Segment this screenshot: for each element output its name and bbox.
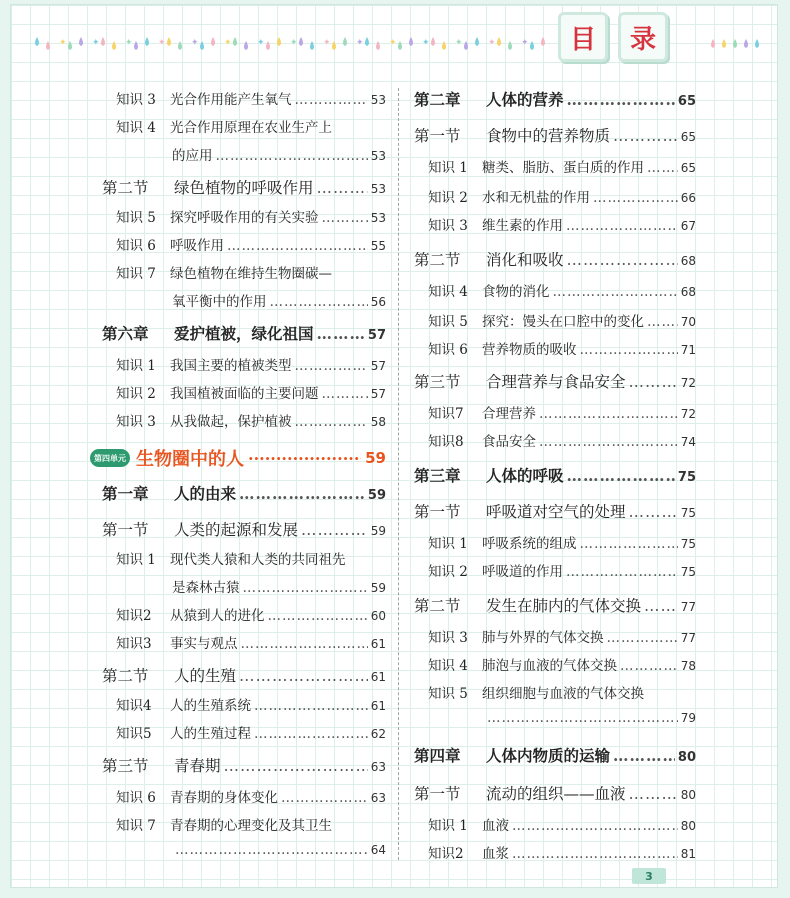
toc-entry[interactable] [414, 782, 696, 804]
toc-entry-page: 79 [680, 711, 696, 725]
toc-entry-title: 人体的营养 [486, 90, 564, 109]
raindrop-icon [431, 37, 435, 46]
toc-entry-title: 肺泡与血液的气体交换 [482, 658, 617, 674]
toc-entry[interactable] [102, 482, 386, 504]
sparkle-icon: ✦ [191, 38, 199, 48]
toc-entry-page: 53 [370, 211, 386, 225]
toc-entry-label: 知识 6 [428, 342, 468, 358]
toc-entry-page: 77 [680, 600, 696, 614]
toc-entry[interactable] [414, 464, 696, 486]
sparkle-icon: ✦ [290, 38, 298, 48]
toc-entry-title: 光合作用能产生氧气 [170, 92, 292, 108]
toc-entry[interactable] [172, 842, 386, 858]
toc-entry-title: 合理营养 [482, 406, 536, 422]
raindrop-icon [744, 39, 748, 48]
toc-entry-page: 65 [680, 161, 696, 175]
toc-entry-page: 57 [367, 328, 386, 343]
toc-entry[interactable] [102, 664, 386, 686]
toc-entry[interactable] [428, 280, 696, 300]
toc-entry-page: 58 [370, 415, 386, 429]
toc-entry-page: 63 [370, 760, 386, 774]
toc-entry-label: 第一章 [102, 484, 149, 503]
toc-entry-label: 知识 2 [116, 386, 156, 402]
toc-entry[interactable] [116, 410, 386, 430]
toc-entry[interactable] [428, 402, 696, 422]
toc-entry[interactable] [428, 654, 696, 674]
leader-dots [175, 842, 368, 858]
leader-dots [580, 342, 678, 358]
raindrop-icon [244, 41, 248, 50]
toc-entry-title: 人类的起源和发展 [174, 521, 299, 539]
toc-entry-label: 知识 1 [116, 552, 156, 568]
toc-entry-page: 77 [680, 631, 696, 645]
toc-entry-page: 57 [370, 387, 386, 401]
toc-entry-page: 60 [370, 609, 386, 623]
sparkle-icon: ✦ [323, 38, 331, 48]
leader-dots [268, 608, 368, 624]
leader-dots [224, 757, 368, 775]
toc-entry-label: 知识 1 [428, 536, 468, 552]
toc-entry-title: 水和无机盐的作用 [482, 190, 590, 206]
toc-entry-page: 65 [677, 94, 696, 109]
sparkle-icon: ✦ [92, 38, 100, 48]
toc-entry[interactable] [116, 354, 386, 374]
toc-entry-title: 爱护植被，绿化祖国 [174, 324, 314, 343]
toc-entry[interactable] [116, 116, 386, 136]
raindrop-icon [530, 41, 534, 50]
toc-entry-title: 我国主要的植被类型 [170, 358, 292, 374]
toc-entry-page: 53 [370, 93, 386, 107]
toc-entry-label: 知识 4 [428, 658, 468, 674]
raindrop-icon [409, 37, 413, 46]
toc-entry-title: 呼吸系统的组成 [482, 536, 577, 552]
toc-entry[interactable] [102, 754, 386, 776]
toc-entry[interactable] [116, 722, 386, 742]
leader-dots [647, 314, 678, 330]
toc-entry-title: 人体的呼吸 [486, 466, 564, 485]
toc-entry[interactable] [414, 88, 696, 110]
toc-entry-label: 知识2 [116, 608, 152, 624]
toc-entry[interactable] [428, 310, 696, 330]
toc-entry[interactable] [414, 500, 696, 522]
leader-dots [239, 484, 365, 503]
toc-entry-title: 合理营养与食品安全 [486, 373, 626, 391]
raindrop-icon [711, 39, 715, 48]
toc-entry[interactable] [428, 338, 696, 358]
toc-entry-label: 知识 1 [428, 818, 468, 834]
leader-dots [295, 414, 368, 430]
raindrop-icon [376, 41, 380, 50]
toc-entry[interactable] [428, 842, 696, 862]
leader-dots [254, 698, 368, 714]
toc-entry-title: 从我做起，保护植被 [170, 414, 292, 430]
toc-entry[interactable] [116, 786, 386, 806]
leader-dots [254, 726, 368, 742]
toc-entry-title: 人的由来 [174, 484, 237, 503]
toc-entry-page: 74 [680, 435, 696, 449]
toc-entry-page: 61 [370, 637, 386, 651]
toc-entry[interactable] [102, 176, 386, 198]
leader-dots [227, 238, 368, 254]
toc-entry[interactable] [102, 322, 386, 344]
toc-entry-label: 知识2 [428, 846, 464, 862]
raindrop-icon [101, 37, 105, 46]
toc-entry-title: 食品安全 [482, 434, 536, 450]
toc-entry-page: 68 [680, 285, 696, 299]
toc-entry[interactable] [428, 814, 696, 834]
leader-dots [629, 373, 678, 391]
toc-entry[interactable] [414, 370, 696, 392]
raindrop-icon [79, 37, 83, 46]
toc-entry-title: 组织细胞与血液的气体交换 [482, 686, 644, 702]
toc-entry-label: 第一节 [414, 503, 461, 521]
raindrop-icon [475, 37, 479, 46]
toc-entry[interactable] [428, 560, 696, 580]
toc-entry-label: 知识 1 [116, 358, 156, 374]
toc-entry-title: 消化和吸收 [486, 251, 564, 269]
toc-entry-label: 知识 4 [116, 120, 156, 136]
toc-entry-label: 第二节 [414, 597, 461, 615]
toc-entry-label: 知识 3 [428, 218, 468, 234]
leader-dots [270, 294, 368, 310]
sparkle-icon: ✦ [389, 38, 397, 48]
raindrop-icon [310, 41, 314, 50]
toc-entry-page: 72 [680, 407, 696, 421]
sparkle-icon: ✦ [488, 38, 496, 48]
toc-entry-page: 53 [370, 149, 386, 163]
toc-title-box-2 [618, 12, 668, 62]
toc-entry-title: 食物的消化 [482, 284, 550, 300]
toc-entry-label: 第一节 [102, 521, 149, 539]
leader-dots [243, 580, 368, 596]
leader-dots [647, 160, 678, 176]
raindrop-icon [497, 37, 501, 46]
sparkle-icon: ✦ [422, 38, 430, 48]
leader-dots [539, 406, 678, 422]
toc-entry[interactable] [428, 626, 696, 646]
leader-dots [629, 503, 678, 521]
raindrop-icon [722, 39, 726, 48]
toc-entry-label: 知识 3 [116, 414, 156, 430]
leader-dots [512, 818, 678, 834]
toc-entry-page: 67 [680, 219, 696, 233]
raindrop-icon [211, 37, 215, 46]
toc-entry-page: 62 [370, 727, 386, 741]
raindrop-icon [46, 41, 50, 50]
toc-entry-label: 知识 7 [116, 266, 156, 282]
sparkle-icon: ✦ [224, 38, 232, 48]
leader-dots [216, 148, 368, 164]
raindrop-icon [508, 41, 512, 50]
toc-entry-label: 第一节 [414, 785, 461, 803]
toc-entry-title: 血浆 [482, 846, 509, 862]
toc-entry[interactable] [102, 518, 386, 540]
leader-dots [553, 284, 678, 300]
leader-dots [607, 630, 678, 646]
toc-entry-label: 知识 6 [116, 238, 156, 254]
raindrop-icon [343, 37, 347, 46]
toc-entry-page: 65 [680, 130, 696, 144]
toc-entry-title: 呼吸作用 [170, 238, 224, 254]
raindrop-icon [266, 41, 270, 50]
toc-entry-title: 我国植被面临的主要问题 [170, 386, 319, 402]
toc-entry-page: 80 [680, 819, 696, 833]
toc-entry-title: 从猿到人的进化 [170, 608, 265, 624]
sparkle-icon: ✦ [158, 38, 166, 48]
sparkle-icon: ✦ [125, 38, 133, 48]
toc-entry-label: 第二章 [414, 90, 461, 109]
raindrop-icon [277, 37, 281, 46]
leader-dots [613, 127, 678, 145]
toc-entry-page: 59 [367, 488, 386, 503]
toc-entry-label: 知识 2 [428, 564, 468, 580]
toc-entry-title: 维生素的作用 [482, 218, 563, 234]
toc-entry[interactable] [172, 144, 386, 164]
toc-entry-page: 75 [677, 470, 696, 485]
leader-dots [317, 179, 368, 197]
raindrop-icon [68, 41, 72, 50]
leader-dots [567, 466, 675, 485]
toc-entry-title: 发生在肺内的气体交换 [486, 597, 642, 615]
toc-entry-page: 75 [680, 537, 696, 551]
toc-entry-title: 绿色植物的呼吸作用 [174, 179, 314, 197]
leader-dots [644, 597, 678, 615]
leader-dots [239, 667, 368, 685]
toc-entry-label: 第四章 [414, 746, 461, 765]
toc-entry-title: 是森林古猿 [172, 580, 240, 596]
leader-dots [241, 636, 368, 652]
leader-dots [539, 434, 678, 450]
toc-entry[interactable] [428, 532, 696, 552]
toc-entry-title: 绿色植物在维持生物圈碳— [170, 266, 332, 282]
toc-entry[interactable] [428, 430, 696, 450]
toc-entry[interactable] [116, 382, 386, 402]
toc-entry[interactable] [414, 594, 696, 616]
leader-dots [322, 386, 368, 402]
toc-entry-title: 人的生殖过程 [170, 726, 251, 742]
toc-entry[interactable] [116, 548, 386, 568]
toc-entry-page: 80 [680, 788, 696, 802]
raindrop-icon [35, 37, 39, 46]
raindrop-icon [167, 37, 171, 46]
raindrop-icon [733, 39, 737, 48]
toc-entry-page: 75 [680, 506, 696, 520]
toc-entry[interactable] [428, 186, 696, 206]
toc-entry-label: 知识 5 [428, 686, 468, 702]
toc-entry-label: 知识7 [428, 406, 464, 422]
toc-entry[interactable] [116, 262, 386, 282]
raindrop-icon [332, 41, 336, 50]
toc-entry[interactable] [484, 710, 696, 726]
leader-dots [487, 710, 678, 726]
raindrop-icon [233, 37, 237, 46]
toc-entry-title: 人的生殖 [174, 667, 237, 685]
unit-title: 生物圈中的人 [136, 449, 244, 470]
leader-dots [301, 521, 368, 539]
toc-entry-title: 流动的组织——血液 [486, 785, 626, 803]
leader-dots [613, 746, 675, 765]
toc-title-box-1 [558, 12, 608, 62]
toc-entry-page: 59 [370, 524, 386, 538]
toc-entry-label: 知识 4 [428, 284, 468, 300]
toc-entry-page: 57 [370, 359, 386, 373]
toc-entry-title: 呼吸道对空气的处理 [486, 503, 626, 521]
toc-title-char-1: 目 [569, 24, 596, 55]
toc-entry-page: 55 [370, 239, 386, 253]
leader-dots [317, 324, 365, 343]
sparkle-icon: ✦ [59, 38, 67, 48]
toc-entry-label: 知识5 [116, 726, 152, 742]
toc-entry-label: 知识3 [116, 636, 152, 652]
leader-dots [512, 846, 678, 862]
toc-entry[interactable] [116, 694, 386, 714]
toc-entry[interactable] [172, 290, 386, 310]
leader-dots [281, 790, 368, 806]
toc-entry-title: 现代类人猿和人类的共同祖先 [170, 552, 346, 568]
toc-entry-title: 青春期 [174, 757, 221, 775]
toc-entry-title: 营养物质的吸收 [482, 342, 577, 358]
toc-entry-page: 78 [680, 659, 696, 673]
raindrop-icon [464, 41, 468, 50]
raindrop-icon [112, 41, 116, 50]
raindrop-icon [299, 37, 303, 46]
unit-badge: 第四单元 [90, 449, 130, 467]
leader-dots [567, 90, 675, 109]
raindrop-icon [178, 41, 182, 50]
toc-entry-page: 71 [680, 343, 696, 357]
toc-entry-label: 知识 1 [428, 160, 468, 176]
toc-entry-page: 59 [370, 581, 386, 595]
unit-page: 59 [365, 449, 386, 467]
toc-entry-title: 食物中的营养物质 [486, 127, 611, 145]
toc-entry-label: 知识8 [428, 434, 464, 450]
toc-entry-page: 64 [370, 843, 386, 857]
toc-entry-title: 人体内物质的运输 [486, 746, 611, 765]
toc-entry-title: 人的生殖系统 [170, 698, 251, 714]
toc-entry[interactable] [172, 576, 386, 596]
toc-entry-title: 的应用 [172, 148, 213, 164]
sparkle-icon: ✦ [521, 38, 529, 48]
toc-entry-label: 知识 3 [428, 630, 468, 646]
toc-entry-title: 氧平衡中的作用 [172, 294, 267, 310]
toc-entry-title: 肺与外界的气体交换 [482, 630, 604, 646]
toc-entry-label: 第六章 [102, 324, 149, 343]
toc-entry-label: 第三节 [414, 373, 461, 391]
raindrop-icon [755, 39, 759, 48]
toc-entry[interactable] [428, 682, 696, 702]
toc-entry-label: 知识 3 [116, 92, 156, 108]
leader-dots [620, 658, 678, 674]
sparkle-icon: ✦ [257, 38, 265, 48]
toc-entry[interactable] [116, 88, 386, 108]
toc-entry[interactable] [116, 814, 386, 834]
toc-entry-label: 第二节 [414, 251, 461, 269]
leader-dots [322, 210, 368, 226]
toc-entry-title: 糖类、脂肪、蛋白质的作用 [482, 160, 644, 176]
toc-entry-title: 青春期的心理变化及其卫生 [170, 818, 332, 834]
toc-entry[interactable] [116, 234, 386, 254]
toc-entry[interactable] [414, 124, 696, 146]
toc-entry-label: 知识 2 [428, 190, 468, 206]
toc-entry[interactable] [428, 214, 696, 234]
leader-dots [566, 218, 678, 234]
toc-entry-page: 63 [370, 791, 386, 805]
leader-dots [593, 190, 678, 206]
toc-entry-label: 第二节 [102, 667, 149, 685]
column-divider [398, 88, 399, 860]
leader-dots [567, 251, 678, 269]
leader-dots [295, 92, 368, 108]
toc-entry-label: 知识 6 [116, 790, 156, 806]
raindrop-icon [442, 41, 446, 50]
toc-entry-title: 呼吸道的作用 [482, 564, 563, 580]
toc-entry[interactable] [414, 248, 696, 270]
toc-entry-label: 知识 5 [428, 314, 468, 330]
toc-entry-label: 第三节 [102, 757, 149, 775]
raindrop-icon [134, 41, 138, 50]
toc-entry-title: 血液 [482, 818, 509, 834]
sparkle-icon: ✦ [356, 38, 364, 48]
toc-entry-label: 第二节 [102, 179, 149, 197]
toc-entry-page: 61 [370, 699, 386, 713]
toc-entry-label: 第一节 [414, 127, 461, 145]
raindrop-icon [365, 37, 369, 46]
toc-entry-title: 光合作用原理在农业生产上 [170, 120, 332, 136]
leader-dots [629, 785, 678, 803]
toc-entry-page: 66 [680, 191, 696, 205]
unit-heading[interactable] [90, 445, 386, 471]
toc-entry-page: 56 [370, 295, 386, 309]
toc-entry-page: 81 [680, 847, 696, 861]
toc-entry-page: 70 [680, 315, 696, 329]
raindrop-icon [145, 37, 149, 46]
raindrop-icon [200, 41, 204, 50]
toc-entry-page: 75 [680, 565, 696, 579]
toc-entry-label: 知识 7 [116, 818, 156, 834]
toc-entry-page: 72 [680, 376, 696, 390]
toc-entry-title: 青春期的身体变化 [170, 790, 278, 806]
toc-entry-page: 80 [677, 750, 696, 765]
toc-entry-page: 61 [370, 670, 386, 684]
unit-leader-dots [248, 449, 361, 468]
raindrop-icon [398, 41, 402, 50]
toc-entry-label: 知识4 [116, 698, 152, 714]
toc-entry-page: 68 [680, 254, 696, 268]
toc-entry-page: 53 [370, 182, 386, 196]
toc-entry-title: 探究呼吸作用的有关实验 [170, 210, 319, 226]
toc-entry[interactable] [116, 206, 386, 226]
toc-entry-title: 探究：馒头在口腔中的变化 [482, 314, 644, 330]
toc-entry-label: 知识 5 [116, 210, 156, 226]
toc-entry-label: 第三章 [414, 466, 461, 485]
page-number: 3 [632, 868, 666, 884]
leader-dots [566, 564, 678, 580]
toc-title-char-2: 录 [629, 24, 656, 55]
toc-entry[interactable] [428, 156, 696, 176]
leader-dots [580, 536, 678, 552]
toc-entry[interactable] [116, 604, 386, 624]
toc-entry[interactable] [414, 744, 696, 766]
leader-dots [295, 358, 368, 374]
sparkle-icon: ✦ [455, 38, 463, 48]
toc-entry-title: 事实与观点 [170, 636, 238, 652]
toc-entry[interactable] [116, 632, 386, 652]
raindrop-icon [541, 37, 545, 46]
